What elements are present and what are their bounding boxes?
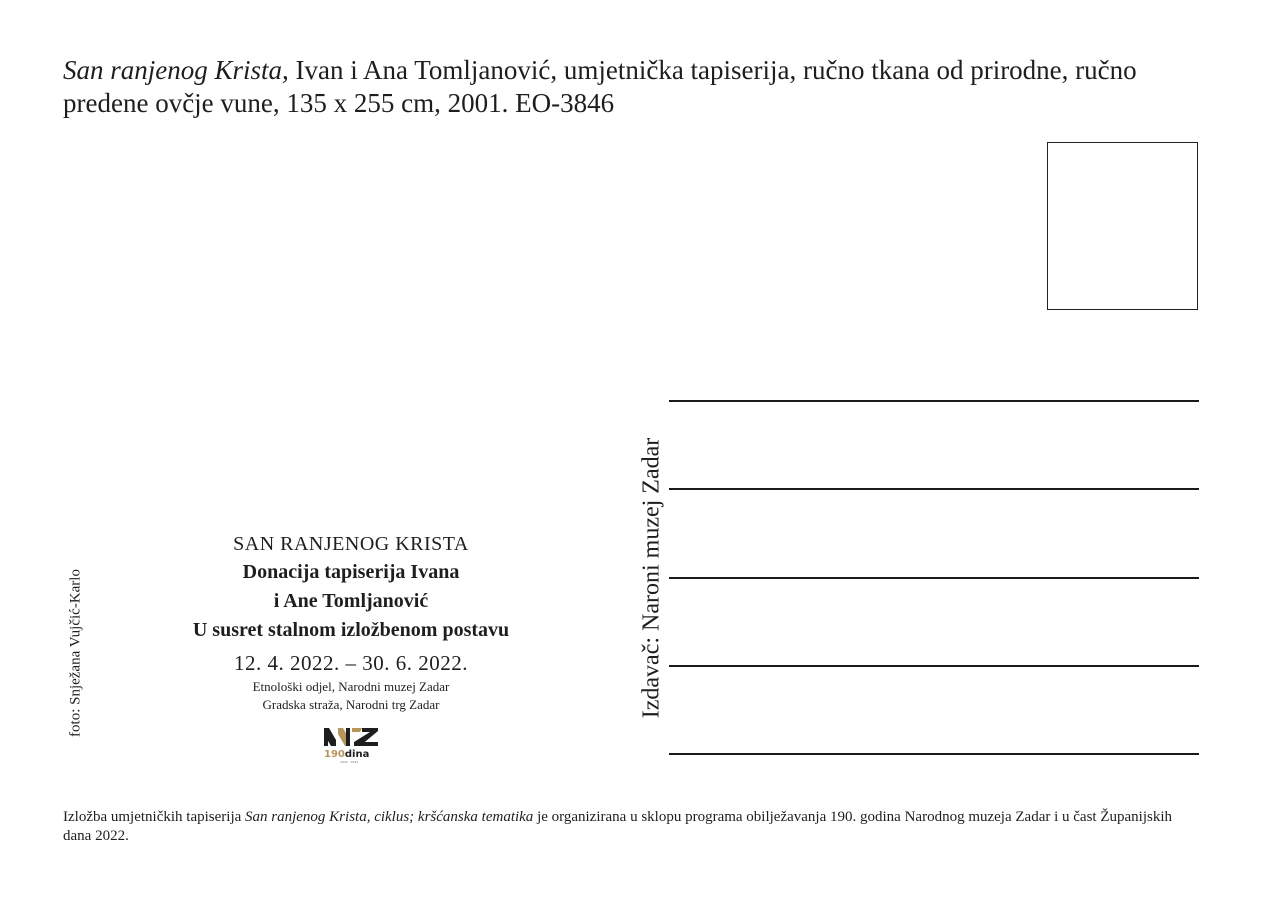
event-venue: Etnološki odjel, Narodni muzej Zadar: [252, 679, 450, 694]
address-line: [669, 400, 1199, 402]
event-dates: 12. 4. 2022. – 30. 6. 2022.: [234, 651, 468, 675]
photo-credit: foto: Snježana Vujčić-Karlo: [67, 569, 84, 737]
event-venue: Gradska straža, Narodni trg Zadar: [262, 697, 440, 712]
caption-title: San ranjenog Krista,: [63, 55, 289, 85]
address-line: [669, 665, 1199, 667]
caption-text: Ivan i Ana Tomljanović, umjetnička tapiserija, ručno tkana od prirodne, ručno predene ovčje vune, 135 x 255 cm, 2001. EO-3846: [63, 55, 1137, 118]
event-subtitle: i Ane Tomljanović: [273, 590, 429, 612]
publisher-label: Izdavač: Naroni muzej Zadar: [638, 437, 665, 719]
event-block: [151, 530, 551, 714]
address-line: [669, 753, 1199, 755]
footer-suffix: je organizirana u sklopu programa obilježavanja 190. godina Narodnog muzeja Zadar i u čast Županijskih dana 2022.: [63, 809, 1172, 844]
footer-italic: San ranjenog Krista, ciklus; kršćanska tematika: [245, 809, 534, 825]
event-subtitle: U susret stalnom izložbenom postavu: [192, 619, 510, 641]
artwork-caption: [63, 54, 1203, 120]
museum-logo: [322, 726, 382, 764]
address-line: [669, 488, 1199, 490]
address-line: [669, 577, 1199, 579]
event-subtitle: Donacija tapiserija Ivana: [242, 561, 460, 583]
stamp-box: [1047, 142, 1198, 310]
footer-note: [63, 808, 1203, 846]
logo-years: 1832 - 2022: [340, 760, 359, 764]
svg-text:190dina: 190dina: [324, 749, 370, 760]
event-title: SAN RANJENOG KRISTA: [233, 533, 469, 555]
footer-prefix: Izložba umjetničkih tapiserija: [63, 809, 246, 825]
logo-letters-icon: [324, 728, 378, 746]
